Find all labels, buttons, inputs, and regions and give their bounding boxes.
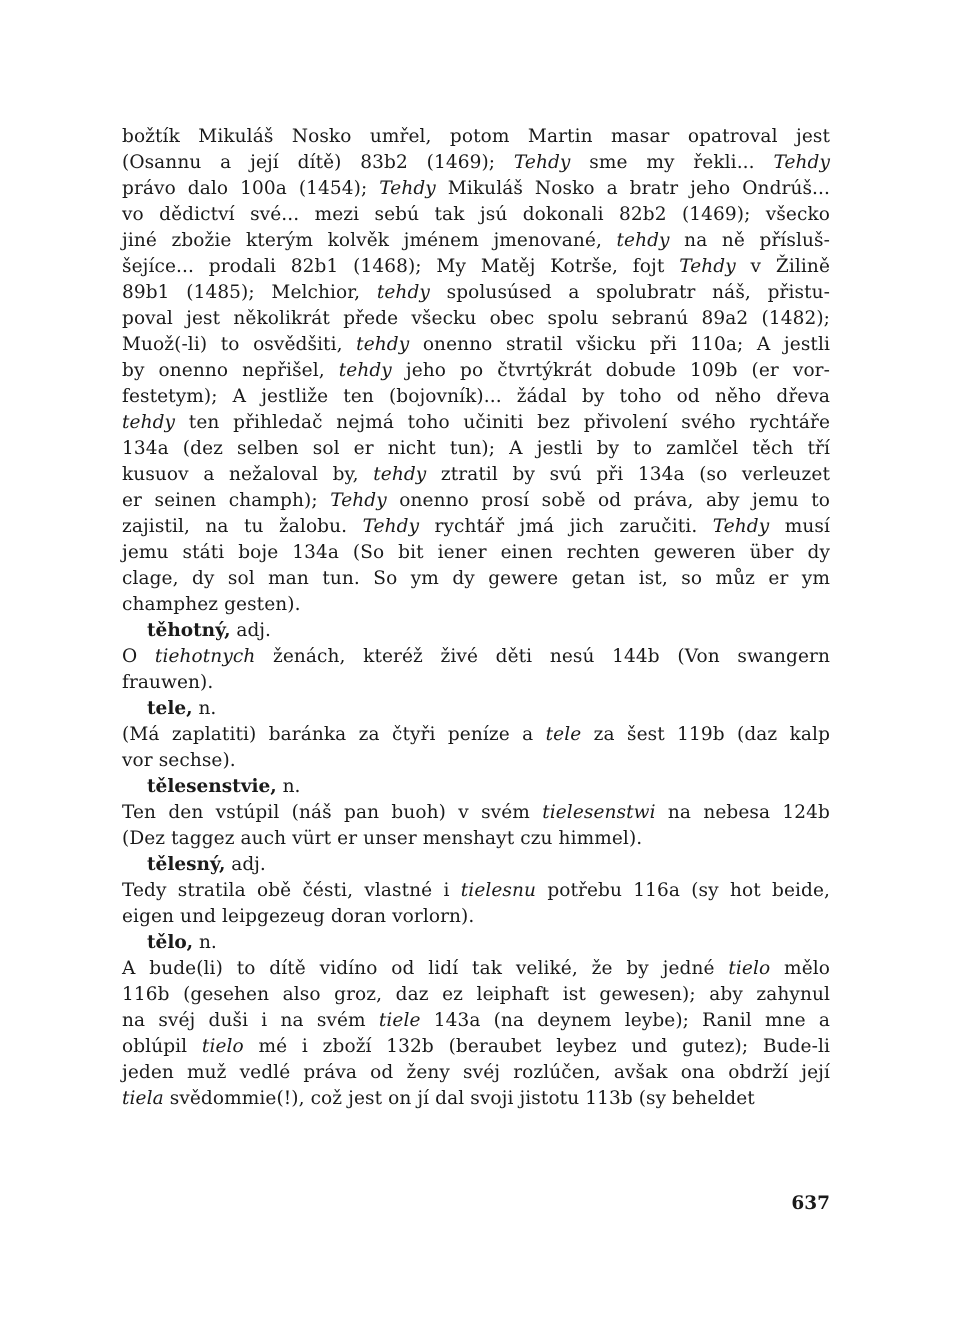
text-run: sme my řekli... [570,152,774,173]
text-run: poval jest několikrát přede všecku obec spolu sebranú 89a2 (1482); [122,308,830,329]
text-run: 116b (gesehen also groz, daz ez leiphaft ist gewesen); aby zahynul [122,984,830,1005]
text-run: na svéj duši i na svém [122,1010,379,1031]
text-run: právo dalo 100a (1454); [122,178,380,199]
entry-headword-line [122,696,830,722]
text-line [122,358,830,384]
text-run: by onenno nepřišel, [122,360,339,381]
dictionary-entry [122,852,830,930]
text-run: svědommie(!), což jest on jí dal svoji jistotu 113b (sy beheldet [163,1088,755,1109]
part-of-speech: n. [193,932,217,953]
italic-citation: tehdy [376,282,430,303]
text-run: (Osannu a její dítě) 83b2 (1469); [122,152,514,173]
text-line [122,488,830,514]
dictionary-entry [122,618,830,696]
text-run: jiné zbožie kterým kolvěk jménem jmenované, [122,230,617,251]
text-line [122,644,830,670]
text-run: Ten den vstúpil (náš pan buoh) v svém [122,802,543,823]
text-run: eigen und leipgezeug doran vorlorn). [122,906,475,927]
entry-headword-line [122,774,830,800]
text-run: clage, dy sol man tun. So ym dy gewere getan ist, so můz er ym [122,568,830,589]
text-run: za šest 119b (daz kalp [581,724,831,745]
text-run: O [122,646,155,667]
text-line [122,1034,830,1060]
text-line [122,1060,830,1086]
dictionary-entry [122,774,830,852]
dictionary-entry [122,124,830,618]
italic-citation: Tehdy [679,256,736,277]
text-run: na ně přísluš- [669,230,830,251]
text-run: er seinen champh); [122,490,331,511]
headword: tele, [147,698,193,719]
text-run: jeden muž vedlé práva od ženy svéj rozlúčen, avšak ona obdrží její [122,1062,830,1083]
text-line [122,410,830,436]
text-run: onenno prosí sobě od práva, aby jemu to [386,490,830,511]
text-run: jemu státi boje 134a (So bit iener einen rechten geweren über dy [122,542,830,563]
text-line [122,956,830,982]
text-run: jeho po čtvrtýkrát dobude 109b (er vor- [391,360,830,381]
text-run: Mikuláš Nosko a bratr jeho Ondrúš... [435,178,831,199]
text-line [122,150,830,176]
text-run: onenno stratil všicku při 110a; A jestli [409,334,830,355]
italic-citation: tehdy [122,412,176,433]
italic-citation: tielesenstwi [542,802,656,823]
text-run: musí [769,516,830,537]
text-run: oblúpil [122,1036,202,1057]
text-run: (Má zaplatiti) baránka za čtyři peníze a [122,724,546,745]
text-line [122,384,830,410]
page-body [122,124,830,1112]
italic-citation: tiela [122,1088,164,1109]
italic-citation: Tehdy [773,152,830,173]
text-run: vor sechse). [122,750,236,771]
text-line [122,176,830,202]
italic-citation: tiehotnych [154,646,256,667]
dictionary-entry [122,930,830,1112]
text-run: festetym); A jestliže ten (bojovník)... žádal by toho od něho dřeva [122,386,830,407]
text-line [122,124,830,150]
italic-citation: tiele [378,1010,421,1031]
text-run: A bude(li) to dítě vidíno od lidí tak veliké, že by jedné [122,958,729,979]
text-run: ztratil by svú při 134a (so verleuzet [426,464,830,485]
text-run: frauwen). [122,672,214,693]
text-line [122,670,830,696]
text-run: 89b1 (1485); Melchior, [122,282,377,303]
text-run: 134a (dez selben sol er nicht tun); A jestli by to zamlčel těch tří [122,438,830,459]
text-line [122,904,830,930]
text-run: 143a (na deynem leybe); Ranil mne a [420,1010,830,1031]
italic-citation: Tehdy [330,490,387,511]
italic-citation: tielo [728,958,771,979]
headword: těhotný, [147,620,231,641]
page-number: 637 [791,1193,830,1214]
text-run: champhez gesten). [122,594,301,615]
italic-citation: tehdy [356,334,410,355]
dictionary-entry [122,696,830,774]
italic-citation: tehdy [616,230,670,251]
italic-citation: Tehdy [712,516,770,537]
text-run: spolusúsed a spolubratr náš, přistu- [429,282,830,303]
italic-citation: Tehdy [362,516,420,537]
text-run: zajistil, na tu žalobu. [122,516,363,537]
italic-citation: Tehdy [513,152,571,173]
italic-citation: tehdy [338,360,392,381]
text-line [122,280,830,306]
text-run: ženách, kteréž živé děti nesú 144b (Von swangern [255,646,830,667]
text-run: na nebesa 124b [655,802,830,823]
text-line [122,878,830,904]
entry-headword-line [122,852,830,878]
part-of-speech: adj. [230,620,271,641]
text-line [122,228,830,254]
headword: tělesenstvie, [147,776,277,797]
italic-citation: Tehdy [379,178,436,199]
text-run: Tedy stratila obě čésti, vlastné i [122,880,461,901]
text-run: vo dědictví své... mezi sebú tak jsú dokonali 82b2 (1469); všecko [122,204,830,225]
text-run: božtík Mikuláš Nosko umřel, potom Martin masar opatroval jest [122,126,830,147]
part-of-speech: n. [276,776,301,797]
headword: tělo, [147,932,194,953]
text-line [122,436,830,462]
text-run: potřebu 116a (sy hot beide, [536,880,830,901]
entry-headword-line [122,618,830,644]
text-run: šejíce... prodali 82b1 (1468); My Matěj Kotrše, fojt [122,256,680,277]
part-of-speech: n. [192,698,217,719]
text-run: mé i zboží 132b (beraubet leybez und gutez); Bude-li [243,1036,830,1057]
text-line [122,566,830,592]
text-run: rychtář jmá jich zaručiti. [419,516,713,537]
text-line [122,462,830,488]
text-line [122,202,830,228]
text-line [122,540,830,566]
text-line [122,1008,830,1034]
text-line [122,826,830,852]
part-of-speech: adj. [225,854,266,875]
text-line [122,982,830,1008]
text-line [122,722,830,748]
text-run: (Dez taggez auch vürt er unser menshayt czu himmel). [122,828,643,849]
text-run: ten přihledač nejmá toho učiniti bez přivolení svého rychtáře [175,412,830,433]
text-line [122,306,830,332]
text-run: v Žilině [735,256,830,277]
text-line [122,592,830,618]
text-run: Muož(-li) to osvědšiti, [122,334,357,355]
text-line [122,332,830,358]
entry-headword-line [122,930,830,956]
italic-citation: tehdy [373,464,427,485]
italic-citation: tielesnu [460,880,537,901]
italic-citation: tele [545,724,582,745]
text-line [122,800,830,826]
text-run: kusuov a nežaloval by, [122,464,374,485]
text-line [122,254,830,280]
headword: tělesný, [147,854,226,875]
italic-citation: tielo [201,1036,244,1057]
text-run: mělo [770,958,830,979]
text-line [122,1086,830,1112]
text-line [122,748,830,774]
text-line [122,514,830,540]
